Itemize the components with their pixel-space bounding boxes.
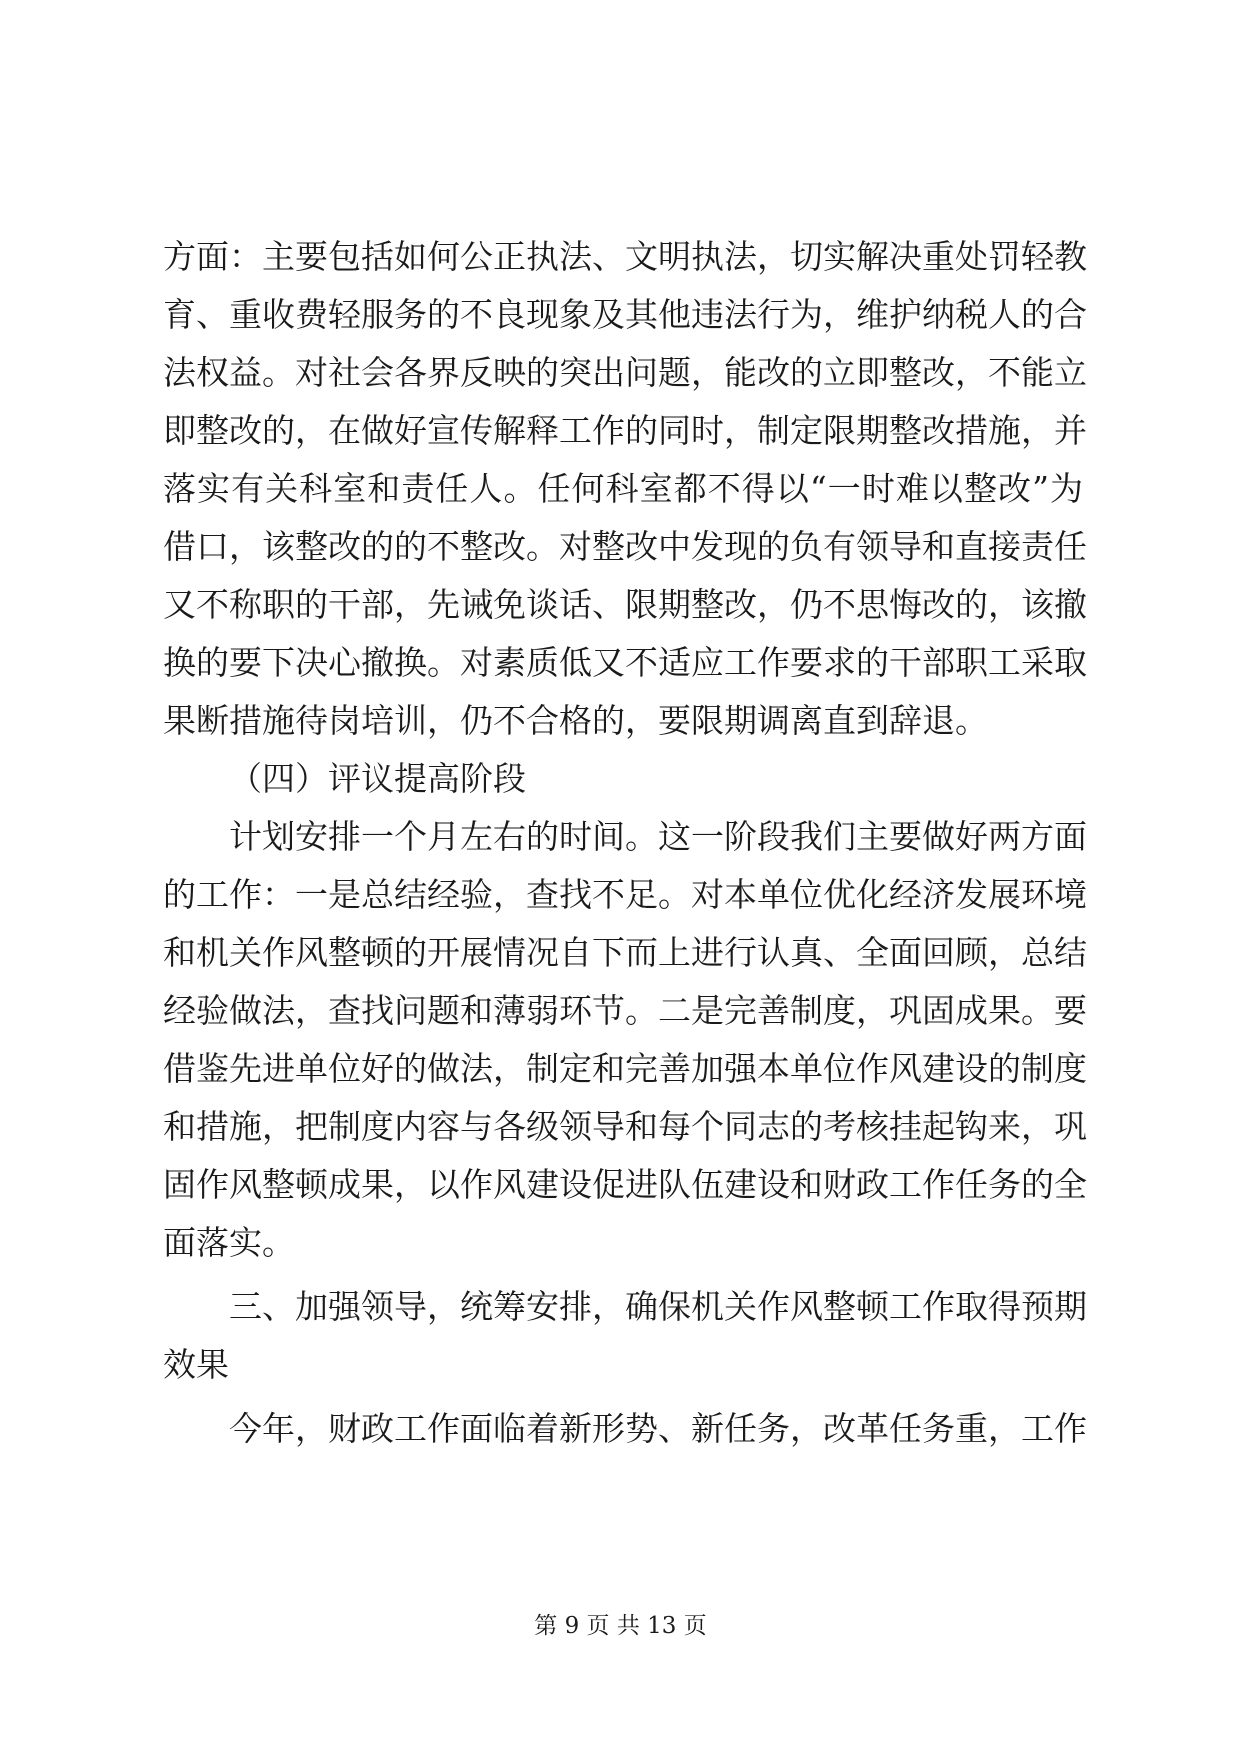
paragraph-line: 固作风整顿成果，以作风建设促进队伍建设和财政工作任务的全 — [163, 1165, 1087, 1204]
paragraph-line: 面落实。 — [163, 1223, 295, 1262]
page-number-footer: 第 9 页 共 13 页 — [534, 1613, 707, 1639]
paragraph-line: 即整改的，在做好宣传解释工作的同时，制定限期整改措施，并 — [163, 411, 1087, 450]
paragraph-line: 借鉴先进单位好的做法，制定和完善加强本单位作风建设的制度 — [163, 1049, 1087, 1088]
paragraph-line: 今年，财政工作面临着新形势、新任务，改革任务重，工作 — [229, 1409, 1087, 1448]
paragraph-line: 借口，该整改的的不整改。对整改中发现的负有领导和直接责任 — [163, 527, 1087, 566]
paragraph-line: 法权益。对社会各界反映的突出问题，能改的立即整改，不能立 — [163, 353, 1087, 392]
paragraph-line: 方面：主要包括如何公正执法、文明执法，切实解决重处罚轻教 — [163, 237, 1087, 276]
paragraph-line: 换的要下决心撤换。对素质低又不适应工作要求的干部职工采取 — [163, 643, 1087, 682]
section-heading: （四）评议提高阶段 — [229, 759, 526, 798]
paragraph-line: 又不称职的干部，先诫免谈话、限期整改，仍不思悔改的，该撤 — [163, 585, 1087, 624]
paragraph-line: 经验做法，查找问题和薄弱环节。二是完善制度，巩固成果。要 — [163, 991, 1087, 1030]
document-body — [163, 228, 1087, 1458]
section-heading: 三、加强领导，统筹安排，确保机关作风整顿工作取得预期 — [229, 1287, 1087, 1326]
paragraph-line: 的工作：一是总结经验，查找不足。对本单位优化经济发展环境 — [163, 875, 1087, 914]
section-heading: 效果 — [163, 1345, 229, 1384]
paragraph-line: 计划安排一个月左右的时间。这一阶段我们主要做好两方面 — [229, 817, 1087, 856]
paragraph-line: 和措施，把制度内容与各级领导和每个同志的考核挂起钩来，巩 — [163, 1107, 1087, 1146]
paragraph-line: 和机关作风整顿的开展情况自下而上进行认真、全面回顾，总结 — [163, 933, 1087, 972]
paragraph-line: 育、重收费轻服务的不良现象及其他违法行为，维护纳税人的合 — [163, 295, 1087, 334]
paragraph-line: 落实有关科室和责任人。任何科室都不得以“一时难以整改”为 — [163, 469, 1083, 508]
paragraph-line: 果断措施待岗培训，仍不合格的，要限期调离直到辞退。 — [163, 701, 988, 740]
